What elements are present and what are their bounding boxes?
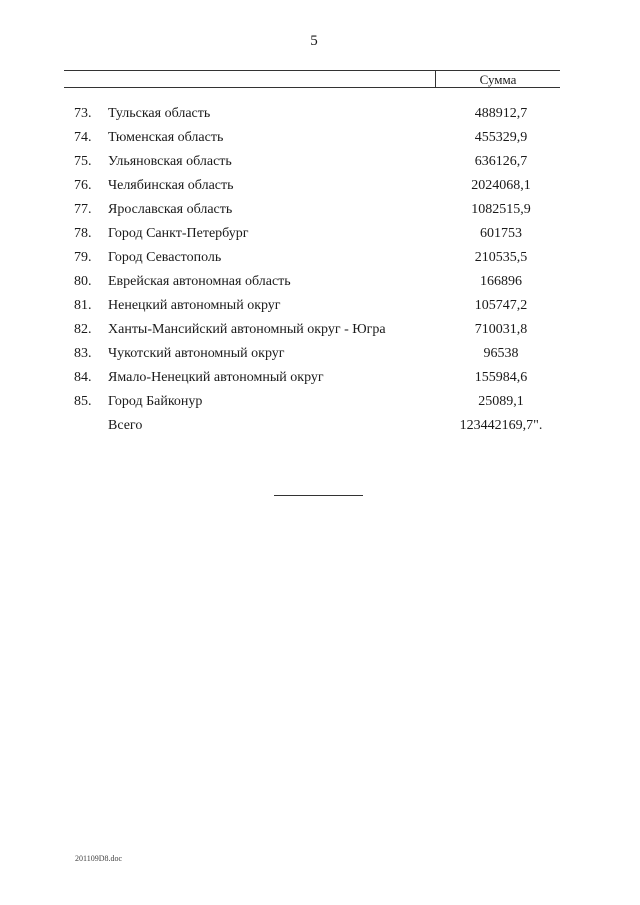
total-sum: 123442169,7". [459, 418, 543, 433]
region-sum: 105747,2 [474, 298, 528, 313]
region-name: Ханты-Мансийский автономный округ - Югра [108, 322, 386, 337]
region-sum: 25089,1 [478, 394, 524, 409]
region-sum: 96538 [483, 346, 519, 361]
region-sum: 166896 [480, 274, 522, 289]
table-row [0, 344, 640, 368]
table-row [0, 320, 640, 344]
table-row [0, 392, 640, 416]
table-row [0, 128, 640, 152]
total-label: Всего [108, 418, 143, 433]
row-number: 77. [74, 202, 92, 217]
row-number: 80. [74, 274, 92, 289]
region-sum: 210535,5 [474, 250, 528, 265]
region-sum: 601753 [480, 226, 522, 241]
row-number: 75. [74, 154, 92, 169]
page-number: 5 [310, 33, 318, 49]
row-number: 78. [74, 226, 92, 241]
region-name: Ненецкий автономный округ [108, 298, 281, 313]
region-name: Город Байконур [108, 394, 203, 409]
table-row [0, 248, 640, 272]
region-name: Город Севастополь [108, 250, 222, 265]
table-total-row [0, 416, 640, 440]
row-number: 73. [74, 106, 92, 121]
table-row [0, 272, 640, 296]
table-row [0, 200, 640, 224]
row-number: 74. [74, 130, 92, 145]
table-row [0, 296, 640, 320]
table-row [0, 104, 640, 128]
region-name: Ярославская область [108, 202, 233, 217]
table-body [0, 104, 640, 440]
region-name: Ямало-Ненецкий автономный округ [108, 370, 324, 385]
region-name: Город Санкт-Петербург [108, 226, 249, 241]
region-name: Тульская область [108, 106, 211, 121]
footer-document-id: 201109D8.doc [75, 854, 123, 863]
row-number: 81. [74, 298, 92, 313]
region-sum: 710031,8 [474, 322, 528, 337]
column-header-sum: Сумма [479, 72, 517, 87]
row-number: 76. [74, 178, 92, 193]
row-number: 84. [74, 370, 92, 385]
region-sum: 636126,7 [474, 154, 528, 169]
table-row [0, 176, 640, 200]
region-sum: 155984,6 [474, 370, 528, 385]
region-name: Чукотский автономный округ [108, 346, 285, 361]
region-sum: 1082515,9 [471, 202, 531, 217]
region-name: Еврейская автономная область [108, 274, 291, 289]
table-row [0, 368, 640, 392]
region-sum: 455329,9 [474, 130, 528, 145]
region-name: Тюменская область [108, 130, 224, 145]
region-sum: 2024068,1 [471, 178, 531, 193]
table-row [0, 224, 640, 248]
row-number: 85. [74, 394, 92, 409]
region-name: Ульяновская область [108, 154, 232, 169]
row-number: 79. [74, 250, 92, 265]
end-of-document-rule [274, 495, 363, 496]
region-name: Челябинская область [108, 178, 234, 193]
row-number: 82. [74, 322, 92, 337]
table-header-top-rule [64, 70, 560, 71]
row-number: 83. [74, 346, 92, 361]
table-header-bottom-rule [64, 87, 560, 88]
region-sum: 488912,7 [474, 106, 528, 121]
table-row [0, 152, 640, 176]
